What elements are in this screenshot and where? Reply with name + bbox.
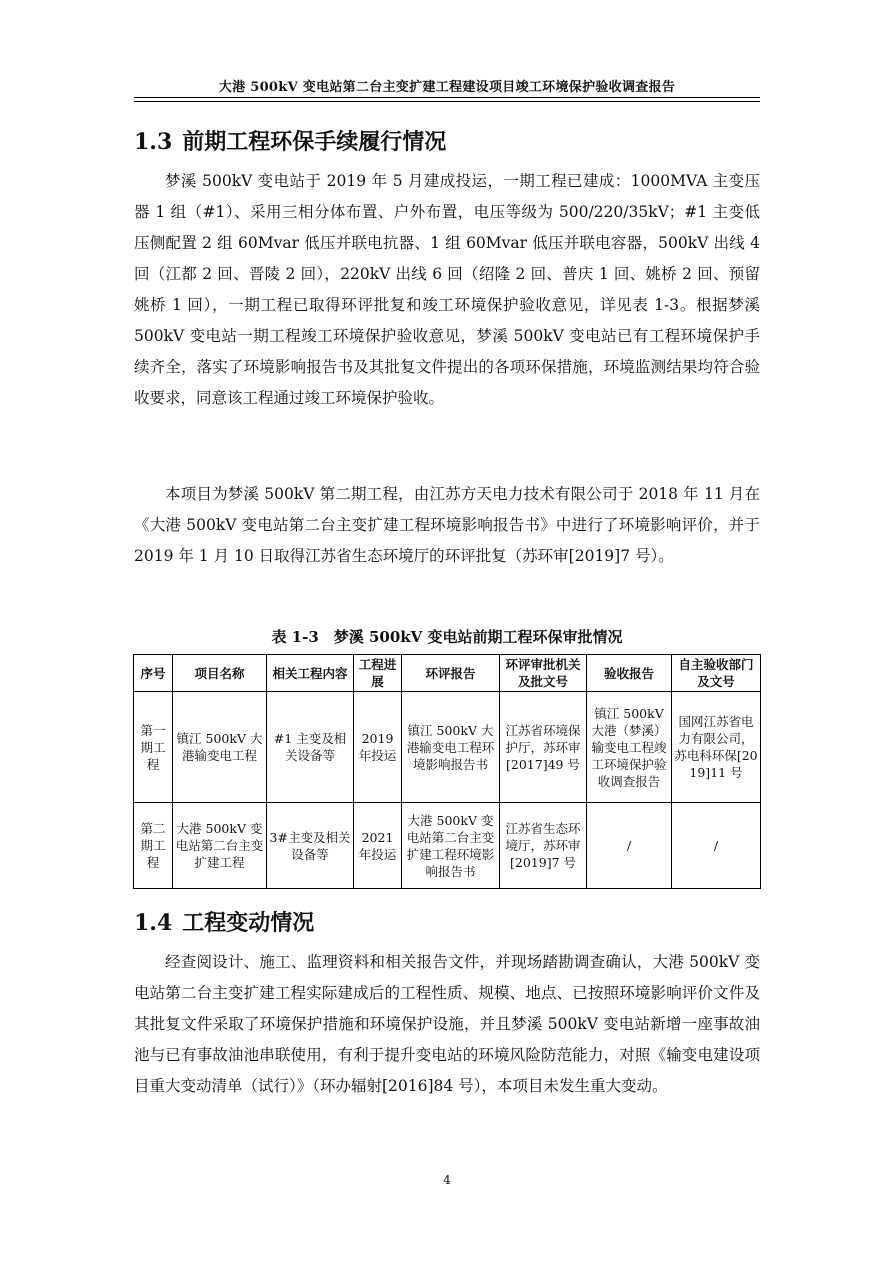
table-header-row	[134, 655, 761, 692]
header-cell-project-name: 项目名称	[173, 655, 267, 692]
table-cell: 大港 500kV 变电站第二台主变扩建工程	[173, 803, 267, 889]
section-1-4-title: 工程变动情况	[182, 910, 315, 936]
header-cell-approval-authority: 环评审批机关及批文号	[500, 655, 587, 692]
section-1-3-paragraph-1: 梦溪 500kV 变电站于 2019 年 5 月建成投运，一期工程已建成：1000MVA 主变压器 1 组（#1）、采用三相分体布置、户外布置，电压等级为 500/220/35kV；#1 主变低压侧配置 2 组 60Mvar 低压并联电抗器、1 组 60Mvar 低压并联电容器，500kV 出线 4 回（江都 2 回、晋陵 2 回），220kV 出线 6 回（绍隆 2 回、普庆 1 回、姚桥 2 回、预留姚桥 1 回），一期工程已取得环评批复和竣工环境保护验收意见，详见表 1-3。根据梦溪 500kV 变电站一期工程竣工环境保护验收意见，梦溪 500kV 变电站已有工程环境保护手续齐全，落实了环境影响报告书及其批复文件提出的各项环保措施，环境监测结果均符合验收要求，同意该工程通过竣工环境保护验收。	[134, 172, 760, 407]
table-cell: 第二期工程	[134, 803, 173, 889]
table-cell: 2021 年投运	[354, 803, 402, 889]
header-cell-self-acceptance: 自主验收部门及文号	[672, 655, 761, 692]
section-1-4-heading	[134, 906, 314, 937]
section-1-3-paragraph-2: 本项目为梦溪 500kV 第二期工程，由江苏方天电力技术有限公司于 2018 年 11 月在《大港 500kV 变电站第二台主变扩建工程环境影响报告书》中进行了环境影响评价，并于 2019 年 1 月 10 日取得江苏省生态环境厅的环评批复（苏环审[2019]7 号）。	[134, 485, 760, 565]
page-number: 4	[443, 1173, 451, 1187]
header-cell-index: 序号	[134, 655, 173, 692]
running-header: 大港 500kV 变电站第二台主变扩建工程建设项目竣工环境保护验收调查报告	[218, 80, 676, 95]
table-cell: 江苏省环境保护厅，苏环审[2017]49 号	[500, 692, 587, 803]
header-rule-thin	[134, 101, 760, 102]
table-cell: /	[587, 803, 672, 889]
approval-table	[133, 654, 761, 889]
table-cell: 大港 500kV 变电站第二台主变扩建工程环境影响报告书	[402, 803, 500, 889]
header-cell-acceptance-report: 验收报告	[587, 655, 672, 692]
table-caption: 表 1-3 梦溪 500kV 变电站前期工程环保审批情况	[271, 628, 623, 646]
section-1-3-heading	[134, 125, 446, 156]
header-cell-content: 相关工程内容	[267, 655, 354, 692]
section-1-4-number: 1.4	[134, 910, 173, 936]
section-1-4-paragraph-1: 经查阅设计、施工、监理资料和相关报告文件，并现场踏勘调查确认，大港 500kV 变电站第二台主变扩建工程实际建成后的工程性质、规模、地点、已按照环境影响评价文件及其批复文件采取了环境保护措施和环境保护设施，并且梦溪 500kV 变电站新增一座事故油池与已有事故油池串联使用，有利于提升变电站的环境风险防范能力，对照《输变电建设项目重大变动清单（试行）》（环办辐射[2016]84 号），本项目未发生重大变动。	[134, 953, 760, 1095]
table-cell: 江苏省生态环境厅，苏环审[2019]7 号	[500, 803, 587, 889]
table-cell: 镇江 500kV 大港输变电工程	[173, 692, 267, 803]
header-rule-thick	[134, 97, 760, 98]
table-cell: #1 主变及相关设备等	[267, 692, 354, 803]
header-cell-eia-report: 环评报告	[402, 655, 500, 692]
table-cell: 第一期工程	[134, 692, 173, 803]
table-cell: /	[672, 803, 761, 889]
table-row	[134, 803, 761, 889]
table-cell: 镇江 500kV 大港（梦溪）输变电工程竣工环境保护验收调查报告	[587, 692, 672, 803]
table-row	[134, 692, 761, 803]
table-cell: 3#主变及相关设备等	[267, 803, 354, 889]
header-cell-progress: 工程进展	[354, 655, 402, 692]
table-cell: 镇江 500kV 大港输变电工程环境影响报告书	[402, 692, 500, 803]
table-cell: 2019 年投运	[354, 692, 402, 803]
section-1-3-title: 前期工程环保手续履行情况	[182, 129, 447, 155]
table-cell: 国网江苏省电力有限公司，苏电科环保[2019]11 号	[672, 692, 761, 803]
section-1-3-number: 1.3	[134, 129, 173, 155]
